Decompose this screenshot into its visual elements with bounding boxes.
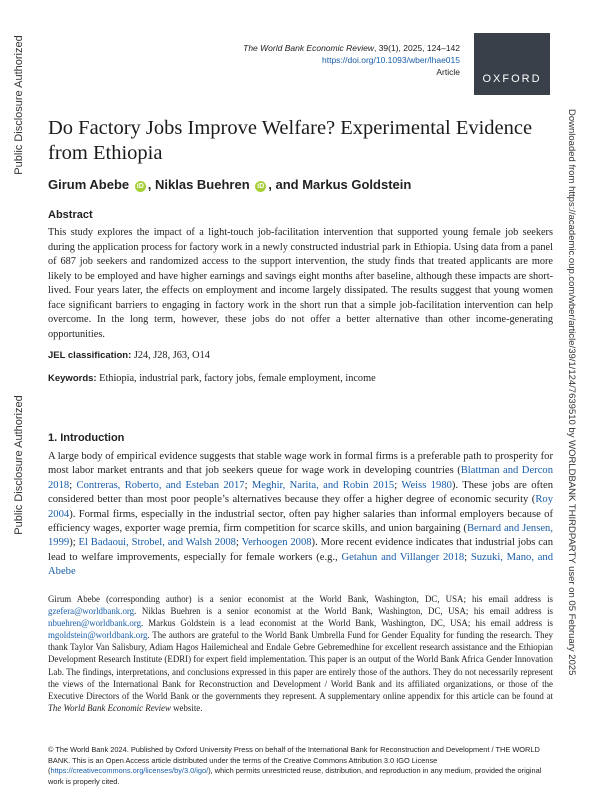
citation-link[interactable]: Weiss 1980	[401, 479, 452, 491]
author-buehren: , Niklas Buehren	[147, 177, 250, 192]
body-text: ;	[244, 479, 252, 491]
email-link[interactable]: mgoldstein@worldbank.org	[48, 630, 148, 641]
keywords-label: Keywords:	[48, 373, 97, 384]
body-text: ;	[394, 479, 402, 491]
disclosure-label-top: Public Disclosure Authorized	[13, 35, 25, 175]
journal-header	[220, 42, 460, 78]
oxford-logo: OXFORD	[474, 33, 550, 95]
disclosure-label-bottom: Public Disclosure Authorized	[13, 395, 25, 535]
introduction-paragraph	[48, 450, 553, 580]
journal-name-italic: The World Bank Economic Review	[48, 702, 171, 713]
body-text: A large body of empirical evidence suggests that stable wage work in formal firms is a preferable path to prosperity for most labor market entrants and that job seekers queue for wage work in developing countries (	[48, 451, 553, 477]
copyright-text: ), which permits unrestricted reuse, distribution, and reproduction in any medium, provided the original work is properly cited.	[48, 766, 542, 786]
body-text: ). More recent evidence indicates that industrial jobs can lead to welfare improvements, especially for female workers (e.g.,	[48, 537, 553, 563]
jel-codes: J24, J28, J63, O14	[131, 350, 210, 361]
body-text: ). Formal firms, especially in the industrial sector, often pay higher salaries than informal employers because of efficiency wages, exporter wage premia, firm competition for scarce skills, and union bargaining (	[48, 508, 553, 535]
abstract-heading: Abstract	[48, 209, 93, 221]
article-title: Do Factory Jobs Improve Welfare? Experimental Evidence from Ethiopia	[48, 117, 533, 164]
license-link[interactable]: https://creativecommons.org/licenses/by/3.0/igo/	[50, 766, 209, 776]
journal-name: The World Bank Economic Review	[243, 43, 374, 53]
journal-citation: , 39(1), 2025, 124–142	[373, 43, 460, 53]
citation-link[interactable]: Bernard and Jensen, 1999	[48, 523, 554, 549]
email-link[interactable]: nbuehren@worldbank.org	[48, 618, 142, 629]
footnote-text: . The authors are grateful to the World Bank Umbrella Fund for Gender Equality for funding the research. They thank Taylor Van Salisbury, Adiam Hagos Hailemicheal and Endale Gebre Gebremedhine for excellent research assistance and the Ethiopian Development Research Institute (EDRI) for expert field implementation. This paper is an output of the World Bank Africa Gender Innovation Lab. The findings, interpretations, and conclusions expressed in this paper are entirely those of the authors. They do not necessarily represent the views of the International Bank for Reconstruction and Development / World Bank and its affiliated organizations, or those of the Executive Directors of the World Bank or the governments they represent. A supplementary online appendix for this article can be found at	[48, 630, 553, 701]
citation-link[interactable]: Roy 2004	[48, 494, 553, 520]
citation-link[interactable]: El Badaoui, Strobel, and Walsh 2008	[78, 537, 236, 549]
email-link[interactable]: gzefera@worldbank.org	[48, 606, 135, 617]
download-notice: Downloaded from https://academic.oup.com/wber/article/39/1/124/7639510 by WORLDBANK THIRDPARTY user on 05 February 2025	[566, 109, 577, 676]
body-text: ;	[69, 479, 77, 491]
orcid-icon[interactable]: iD	[136, 183, 144, 190]
citation-link[interactable]: Meghir, Narita, and Robin 2015	[251, 479, 395, 491]
citation-link[interactable]: Verhoogen 2008	[241, 537, 312, 549]
footnote-text: website.	[170, 702, 203, 713]
keywords-text: Ethiopia, industrial park, factory jobs, female employment, income	[96, 373, 376, 384]
citation-link[interactable]: Suzuki, Mano, and Abebe	[48, 551, 554, 578]
copyright-notice	[48, 745, 553, 787]
author-footnote	[48, 593, 553, 714]
orcid-icon[interactable]: iD	[257, 183, 265, 190]
author-abebe: Girum Abebe	[48, 177, 130, 192]
body-text: ;	[464, 551, 471, 563]
body-text: ). These jobs are often considered better than most poor people’s alternatives because they offer a higher degree of economic security (	[48, 479, 553, 506]
jel-label: JEL classification:	[48, 350, 132, 361]
body-text: ;	[235, 537, 242, 549]
body-text: );	[69, 537, 79, 549]
abstract-text: This study explores the impact of a light-touch job-facilitation intervention that supported young female job seekers during the application process for factory work in a newly constructed industrial park in Ethiopia. Using data from a panel of 687 job seekers and randomized access to the support intervention, the study finds that treated applicants are more likely to be employed and have higher earnings and savings eight months after baseline, although these impacts are short-lived. Four years later, the effects on employment and income largely dissipated. The results suggest that young women face significant barriers to engaging in factory work in the short run that a simple job-facilitation intervention can help overcome. In the long term, however, these jobs do not offer a better alternative than other income-generating opportunities.	[48, 227, 553, 340]
author-list	[48, 177, 548, 192]
footnote-text: . Markus Goldstein is a lead economist at the World Bank, Washington, DC, USA; his email address is	[141, 618, 553, 629]
article-type: Article	[436, 67, 460, 77]
jel-classification	[48, 350, 553, 361]
keywords	[48, 373, 553, 384]
author-goldstein: , and Markus Goldstein	[268, 177, 412, 192]
section-heading-introduction: 1. Introduction	[48, 432, 125, 444]
footnote-text: Girum Abebe (corresponding author) is a senior economist at the World Bank, Washington, DC, USA; his email address is	[48, 594, 553, 604]
citation-link[interactable]: Getahun and Villanger 2018	[341, 551, 465, 563]
copyright-text: © The World Bank 2024. Published by Oxford University Press on behalf of the International Bank for Reconstruction and Development / THE WORLD BANK. This is an Open Access article distributed under the terms of the Creative Commons Attribution 3.0 IGO License (	[48, 745, 540, 776]
citation-link[interactable]: Blattman and Dercon 2018	[48, 465, 553, 491]
citation-link[interactable]: Contreras, Roberto, and Esteban 2017	[76, 479, 245, 491]
doi-link[interactable]: https://doi.org/10.1093/wber/lhae015	[322, 55, 460, 65]
footnote-text: . Niklas Buehren is a senior economist at the World Bank, Washington, DC, USA; his email address is	[134, 606, 553, 617]
